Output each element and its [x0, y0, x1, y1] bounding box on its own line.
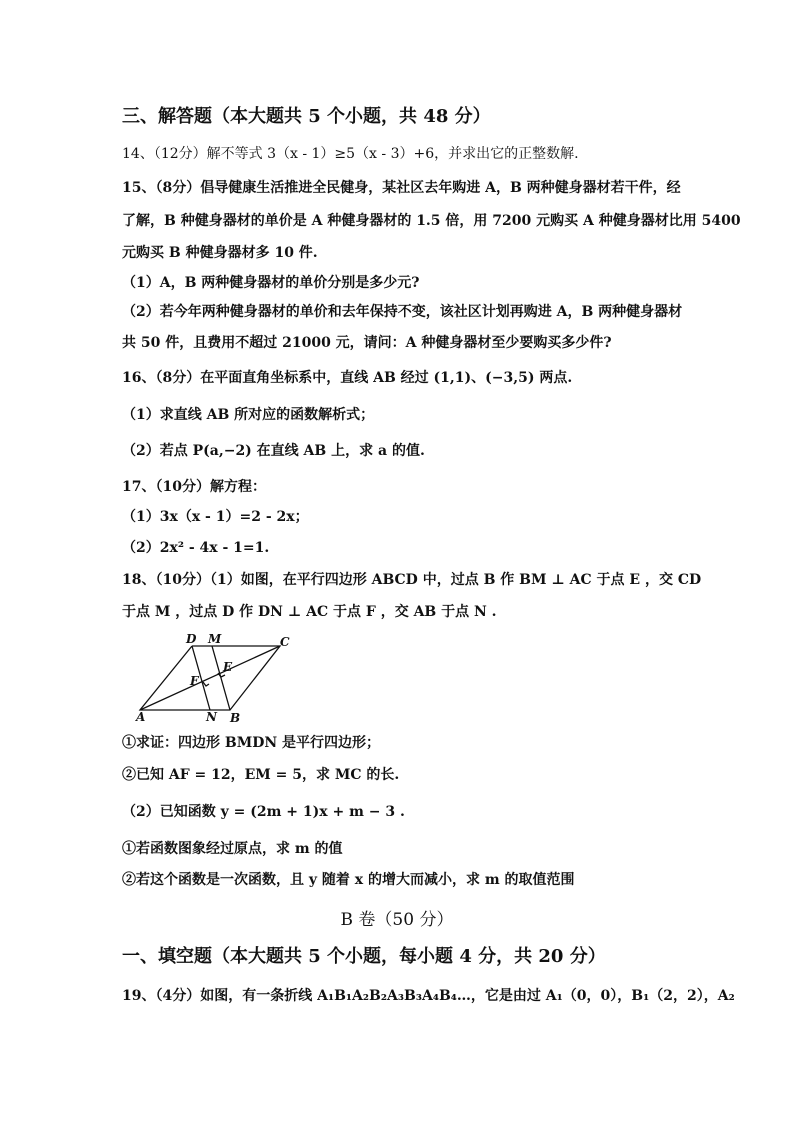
segment-bm — [212, 646, 230, 710]
question-15-line1: 15、（8分）倡导健康生活推进全民健身，某社区去年购进 A，B 两种健身器材若干件，经 — [122, 180, 681, 196]
question-18-d1: ①若函数图象经过原点，求 m 的值 — [122, 841, 343, 857]
question-17-line1: 17、（10分）解方程： — [122, 479, 266, 495]
section3-heading: 三、解答题（本大题共 5 个小题，共 48 分） — [122, 106, 491, 127]
question-15-sub2-line1: （2）若今年两种健身器材的单价和去年保持不变，该社区计划再购进 A，B 两种健身器材 — [122, 304, 683, 320]
question-17-sub1: （1）3x（x - 1）=2 - 2x； — [122, 509, 309, 525]
question-15-sub1: （1）A，B 两种健身器材的单价分别是多少元? — [122, 275, 420, 291]
question-15-line2: 了解，B 种健身器材的单价是 A 种健身器材的 1.5 倍，用 7200 元购买 A 种健身器材比用 5400 — [122, 213, 741, 229]
part-b-heading: 一、填空题（本大题共 5 个小题，每小题 4 分，共 20 分） — [122, 946, 606, 967]
question-14: 14、（12分）解不等式 3（x - 1）≥5（x - 3）+6，并求出它的正整数解. — [122, 146, 579, 162]
question-18-sub2: （2）已知函数 y = (2m + 1)x + m − 3 . — [122, 804, 405, 820]
part-b-title: B 卷（50 分） — [340, 910, 454, 930]
question-18-line1: 18、（10分）（1）如图，在平行四边形 ABCD 中，过点 B 作 BM ⊥ AC 于点 E ，交 CD — [122, 572, 702, 588]
label-c: C — [280, 635, 290, 649]
question-15-sub2-line2: 共 50 件，且费用不超过 21000 元，请问：A 种健身器材至少要购买多少件? — [122, 335, 612, 351]
question-16-sub2: （2）若点 P(a,−2) 在直线 AB 上，求 a 的值. — [122, 443, 425, 459]
label-a: A — [136, 710, 146, 724]
question-17-sub2: （2）2x² - 4x - 1=1. — [122, 540, 270, 556]
label-m: M — [208, 632, 222, 646]
question-18-c1: ①求证：四边形 BMDN 是平行四边形； — [122, 735, 381, 751]
label-n: N — [206, 710, 217, 724]
label-b: B — [230, 711, 241, 725]
question-15-line3: 元购买 B 种健身器材多 10 件. — [122, 245, 318, 261]
label-e: E — [223, 660, 233, 674]
question-18-d2: ②若这个函数是一次函数，且 y 随着 x 的增大而减小，求 m 的取值范围 — [122, 872, 575, 888]
question-16-line1: 16、（8分）在平面直角坐标系中，直线 AB 经过 (1,1)、(−3,5) 两点. — [122, 370, 573, 386]
diagonal-ac — [140, 646, 280, 710]
label-d: D — [186, 632, 197, 646]
question-18-c2: ②已知 AF = 12，EM = 5，求 MC 的长. — [122, 767, 400, 783]
parallelogram-figure — [130, 632, 300, 727]
right-angle-f — [203, 682, 209, 686]
question-16-sub1: （1）求直线 AB 所对应的函数解析式； — [122, 407, 375, 423]
question-19: 19、（4分）如图，有一条折线 A₁B₁A₂B₂A₃B₃A₄B₄…，它是由过 A₁（0，0），B₁（2，2），A₂ — [122, 988, 735, 1004]
label-f: F — [190, 674, 199, 688]
question-18-line2: 于点 M ，过点 D 作 DN ⊥ AC 于点 F ，交 AB 于点 N . — [122, 604, 497, 620]
